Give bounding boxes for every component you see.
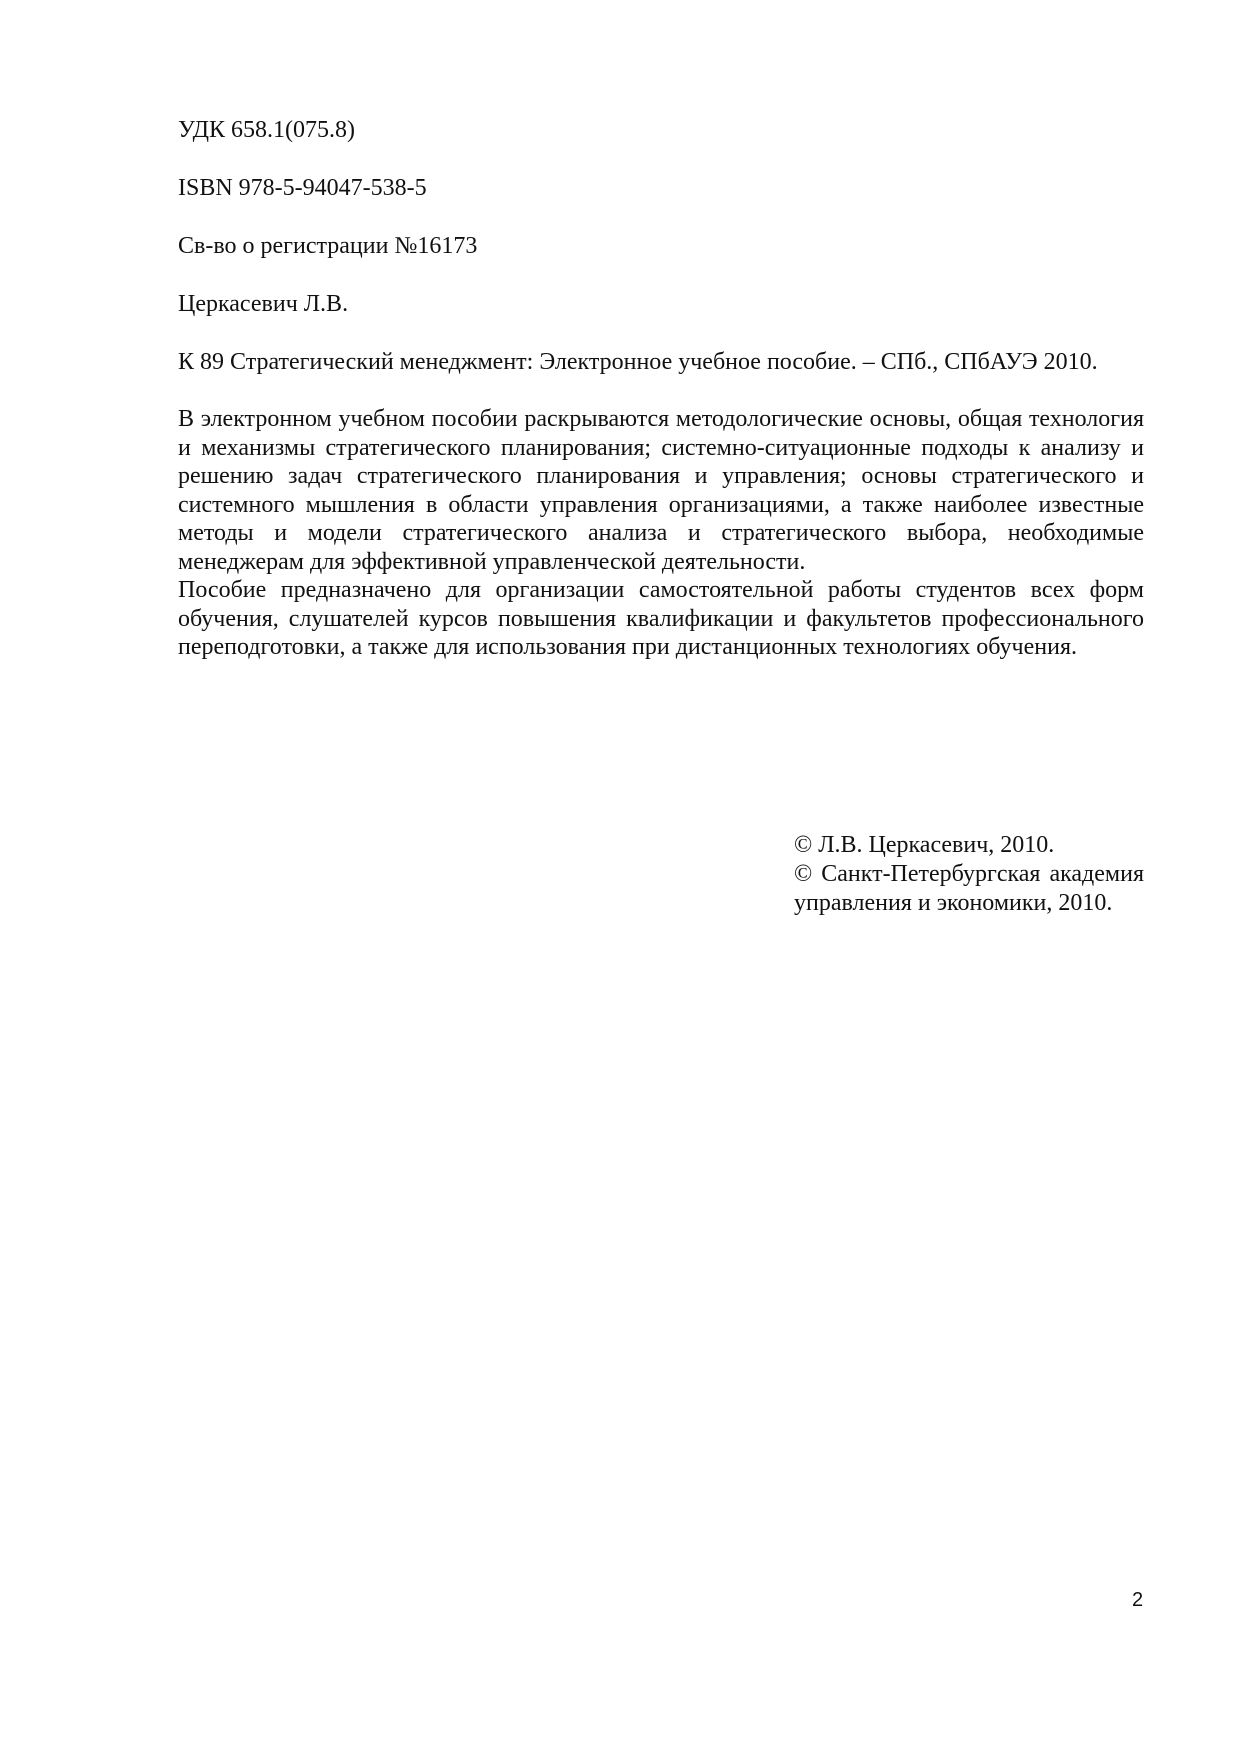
bibliographic-entry: К 89 Стратегический менеджмент: Электронное учебное пособие. – СПб., СПбАУЭ 2010. [178,349,1098,375]
copyright-author: © Л.В. Церкасевич, 2010. [794,832,1055,858]
author-name: Церкасевич Л.В. [178,291,349,317]
page-number: 2 [1132,1589,1144,1611]
registration-certificate: Св-во о регистрации №16173 [178,233,478,259]
isbn-number: ISBN 978-5-94047-538-5 [178,175,427,201]
abstract-paragraph-2: Пособие предназначено для организации самостоятельной работы студентов всех форм обучения, слушателей курсов повышения квалификации и факультетов профессионального переподготовки, а также для использования при дистанционных технологиях обучения. [178,577,1144,660]
abstract-paragraph-1: В электронном учебном пособии раскрываются методологические основы, общая технология и механизмы стратегического планирования; системно-ситуационные подходы к анализу и решению задач стратегического планирования и управления; основы стратегического и системного мышления в области управления организациями, а также наиболее известные методы и модели стратегического анализа и стратегического выбора, необходимые менеджерам для эффективной управленческой деятельности. [178,406,1144,575]
copyright-institution: © Санкт-Петербургская академия управления и экономики, 2010. [794,861,1144,916]
udk-code: УДК 658.1(075.8) [178,117,355,143]
